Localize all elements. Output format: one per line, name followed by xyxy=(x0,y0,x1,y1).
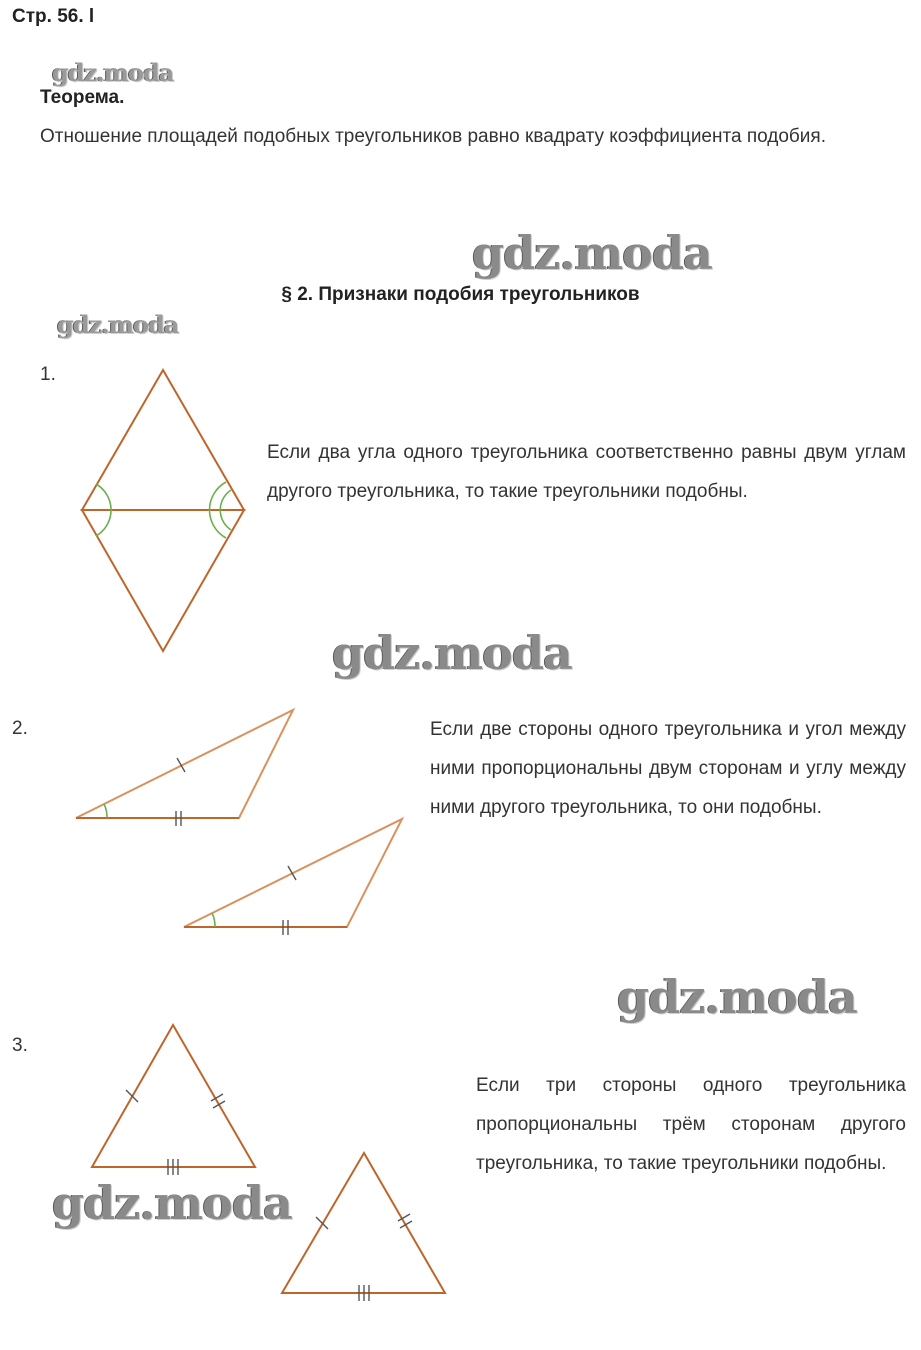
watermark: gdz.moda xyxy=(57,310,179,339)
watermark: gdz.moda xyxy=(472,226,712,280)
criterion-1-text: Если два угла одного треугольника соответственно равны двум углам другого треугольника, то такие треугольники подобны. xyxy=(267,442,906,502)
triangle-upper xyxy=(82,370,244,510)
theorem-title: Теорема. xyxy=(40,87,125,108)
figure-3 xyxy=(92,1025,445,1301)
watermark: gdz.moda xyxy=(617,970,857,1024)
figure-1 xyxy=(82,370,244,651)
triangle-c xyxy=(92,1025,255,1167)
triangle-d xyxy=(282,1153,445,1293)
triangle-lower xyxy=(82,510,244,651)
page-header: Стр. 56. l xyxy=(12,6,95,27)
triangle-a xyxy=(76,710,293,818)
triangle-b xyxy=(184,819,402,927)
criterion-2-number: 2. xyxy=(12,718,28,739)
section-title: § 2. Признаки подобия треугольников xyxy=(281,284,640,305)
criterion-1-number: 1. xyxy=(40,364,56,385)
criterion-3-number: 3. xyxy=(12,1035,28,1056)
watermark: gdz.moda xyxy=(52,1176,292,1230)
watermark: gdz.moda xyxy=(52,58,174,87)
criterion-3-text: Если три стороны одного треугольника пропорциональны трём сторонам другого треугольника, то такие треугольники подобны. xyxy=(476,1075,906,1174)
watermark: gdz.moda xyxy=(332,626,572,680)
criterion-2-text: Если две стороны одного треугольника и угол между ними пропорциональны двум сторонам и углу между ними другого треугольника, то они подобны. xyxy=(430,719,906,818)
theorem-text-content: Отношение площадей подобных треугольников равно квадрату коэффициента подобия. xyxy=(40,126,826,147)
angle-mark-b xyxy=(212,913,215,927)
angle-mark-a xyxy=(104,804,107,818)
figure-2 xyxy=(76,710,402,935)
